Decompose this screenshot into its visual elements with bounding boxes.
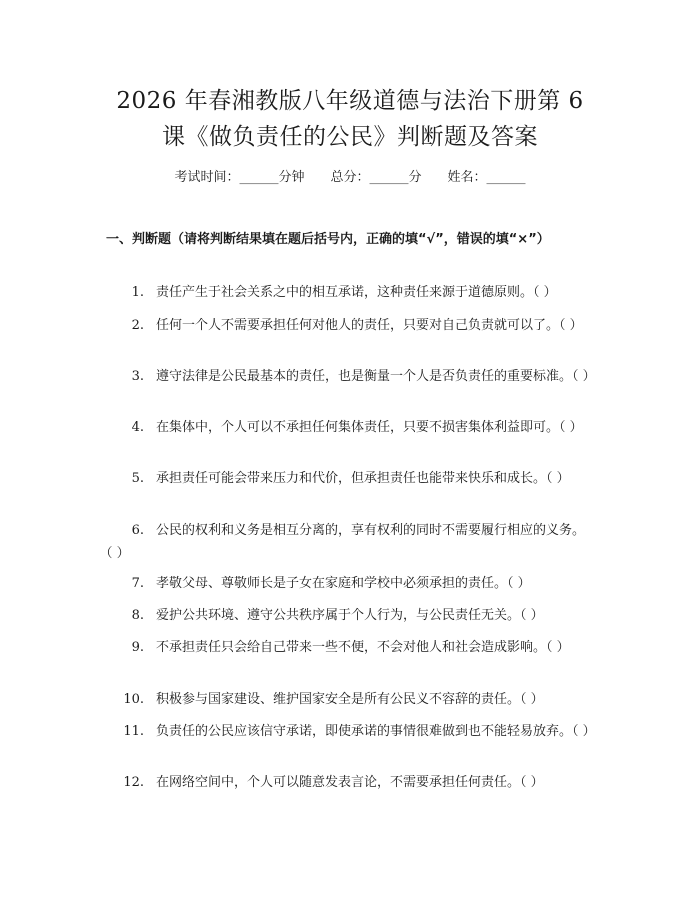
- exam-meta-line: [0, 168, 700, 188]
- question-text: 爱护公共环境、遵守公共秩序属于个人行为，与公民责任无关。: [156, 608, 521, 623]
- question-text: 负责任的公民应该信守承诺，即使承诺的事情很难做到也不能轻易放弃。: [156, 724, 573, 739]
- document-title-line-2: 课《做负责任的公民》判断题及答案: [162, 124, 538, 150]
- question-text: 承担责任可能会带来压力和代价，但承担责任也能带来快乐和成长。: [156, 471, 547, 486]
- document-title-line-1: 2026 年春湘教版八年级道德与法治下册第 6: [116, 88, 584, 114]
- answer-blank: （ ）: [572, 724, 596, 739]
- answer-blank: （ ）: [520, 692, 544, 707]
- question-number: 5.: [131, 471, 144, 486]
- question-text: 孝敬父母、尊敬师长是子女在家庭和学校中必须承担的责任。: [156, 576, 508, 591]
- question-item: [106, 314, 596, 337]
- answer-blank: （ ）: [559, 318, 583, 333]
- question-item: [106, 467, 596, 490]
- question-item: [106, 720, 596, 743]
- answer-blank: （ ）: [572, 369, 596, 384]
- question-text: 在网络空间中，个人可以随意发表言论，不需要承担任何责任。: [156, 775, 521, 790]
- question-text: 责任产生于社会关系之中的相互承诺，这种责任来源于道德原则。: [156, 285, 534, 300]
- question-text: 不承担责任只会给自己带来一些不便，不会对他人和社会造成影响。: [156, 640, 547, 655]
- question-item: [106, 519, 596, 565]
- answer-blank: （ ）: [106, 546, 130, 561]
- total-score-field: 总分：______分: [330, 170, 422, 185]
- answer-blank: （ ）: [520, 775, 544, 790]
- exam-time-field: 考试时间：______分钟: [174, 170, 305, 185]
- question-item: [106, 281, 596, 304]
- answer-blank: （ ）: [559, 420, 583, 435]
- answer-blank: （ ）: [546, 471, 570, 486]
- question-item: [106, 604, 596, 627]
- answer-blank: （ ）: [546, 640, 570, 655]
- question-item: [106, 416, 596, 439]
- question-item: [106, 771, 596, 794]
- question-item: [106, 572, 596, 595]
- question-number: 6.: [131, 523, 144, 538]
- answer-blank: （ ）: [507, 576, 531, 591]
- answer-blank: （ ）: [520, 608, 544, 623]
- question-number: 12.: [123, 775, 144, 790]
- answer-blank: （ ）: [533, 285, 557, 300]
- question-number: 9.: [131, 640, 144, 655]
- section-heading: 一、判断题（请将判断结果填在题后括号内，正确的填“√”，错误的填“×”）: [106, 232, 550, 247]
- question-text: 积极参与国家建设、维护国家安全是所有公民义不容辞的责任。: [156, 692, 521, 707]
- question-number: 7.: [131, 576, 144, 591]
- question-text: 在集体中，个人可以不承担任何集体责任，只要不损害集体利益即可。: [156, 420, 560, 435]
- question-number: 4.: [131, 420, 144, 435]
- question-number: 3.: [131, 369, 144, 384]
- question-number: 1.: [131, 285, 144, 300]
- question-text: 遵守法律是公民最基本的责任，也是衡量一个人是否负责任的重要标准。: [156, 369, 573, 384]
- question-text: 任何一个人不需要承担任何对他人的责任，只要对自己负责就可以了。: [156, 318, 560, 333]
- question-number: 8.: [131, 608, 144, 623]
- question-number: 2.: [131, 318, 144, 333]
- question-item: [106, 636, 596, 659]
- question-number: 11.: [123, 724, 144, 739]
- question-item: [106, 688, 596, 711]
- question-item: [106, 365, 596, 388]
- question-number: 10.: [123, 692, 144, 707]
- question-text: 公民的权利和义务是相互分离的，享有权利的同时不需要履行相应的义务。: [156, 523, 586, 538]
- student-name-field: 姓名：______: [447, 170, 526, 185]
